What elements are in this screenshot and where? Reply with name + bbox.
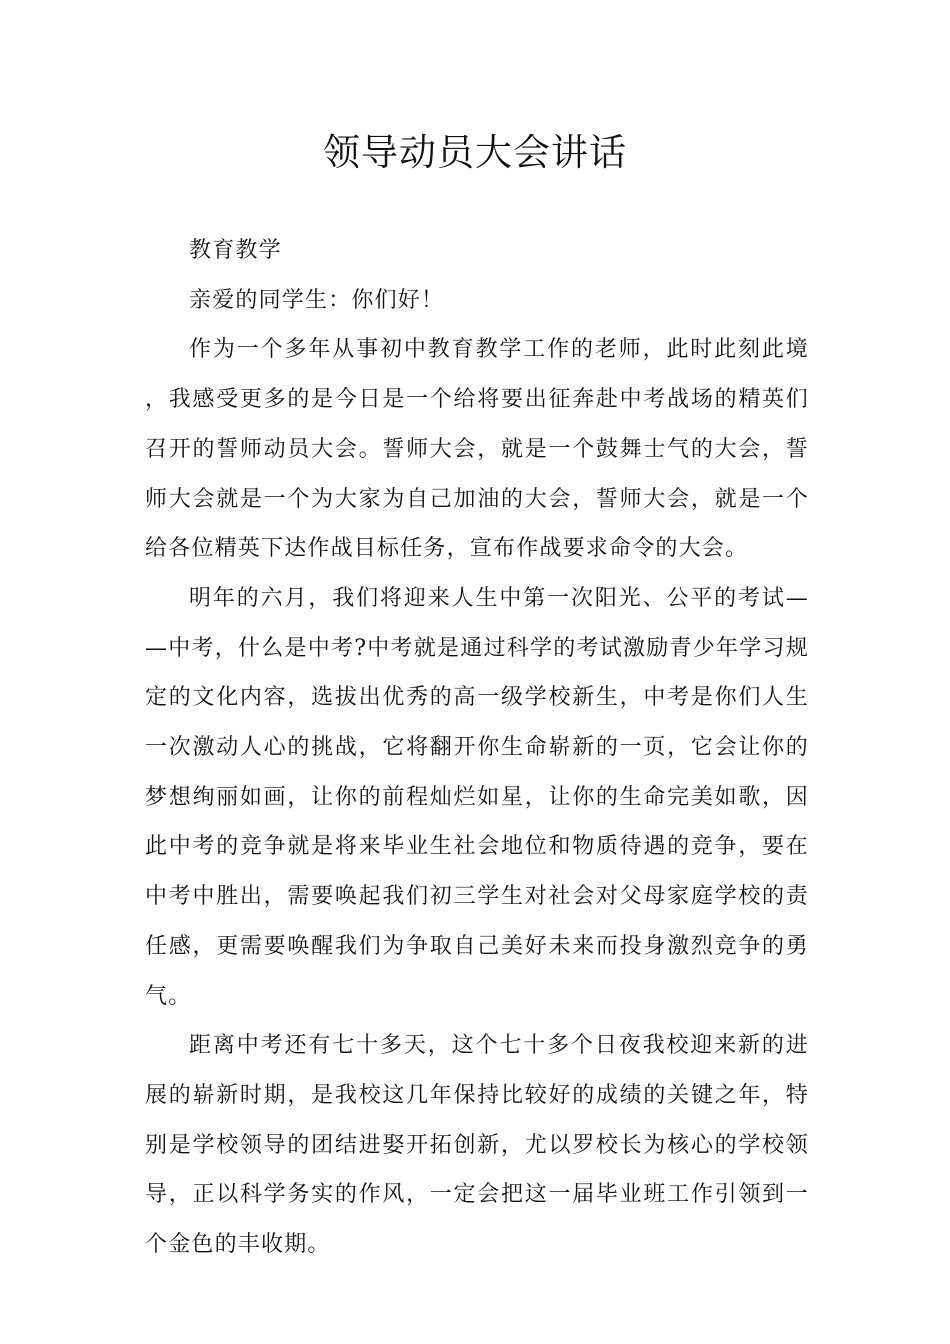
- paragraph: 明年的六月，我们将迎来人生中第一次阳光、公平的考试——中考，什么是中考?中考就是通过科学的考试激励青少年学习规定的文化内容，选拔出优秀的高一级学校新生，中考是你们人生一次激动人心的挑战，它将翻开你生命崭新的一页，它会让你的梦想绚丽如画，让你的前程灿烂如星，让你的生命完美如歌，因此中考的竞争就是将来毕业生社会地位和物质待遇的竞争，要在中考中胜出，需要唤起我们初三学生对社会对父母家庭学校的责任感，更需要唤醒我们为争取自己美好未来而投身激烈竞争的勇气。: [145, 585, 809, 1009]
- paragraph: 作为一个多年从事初中教育教学工作的老师，此时此刻此境，我感受更多的是今日是一个给将要出征奔赴中考战场的精英们召开的誓师动员大会。誓师大会，就是一个鼓舞士气的大会，誓师大会就是一个为大家为自己加油的大会，誓师大会，就是一个给各位精英下达作战目标任务，宣布作战要求命令的大会。: [145, 337, 809, 562]
- paragraph-greeting: 亲爱的同学生：你们好！: [189, 287, 445, 313]
- paragraph-heading: 教育教学: [189, 238, 282, 263]
- document-body: [145, 226, 809, 1270]
- paragraph: 距离中考还有七十多天，这个七十多个日夜我校迎来新的进展的崭新时期，是我校这几年保持比较好的成绩的关键之年，特别是学校领导的团结进娶开拓创新，尤以罗校长为核心的学校领导，正以科学务实的作风，一定会把这一届毕业班工作引领到一个金色的丰收期。: [145, 1033, 809, 1258]
- document-title: 领导动员大会讲话: [323, 131, 627, 174]
